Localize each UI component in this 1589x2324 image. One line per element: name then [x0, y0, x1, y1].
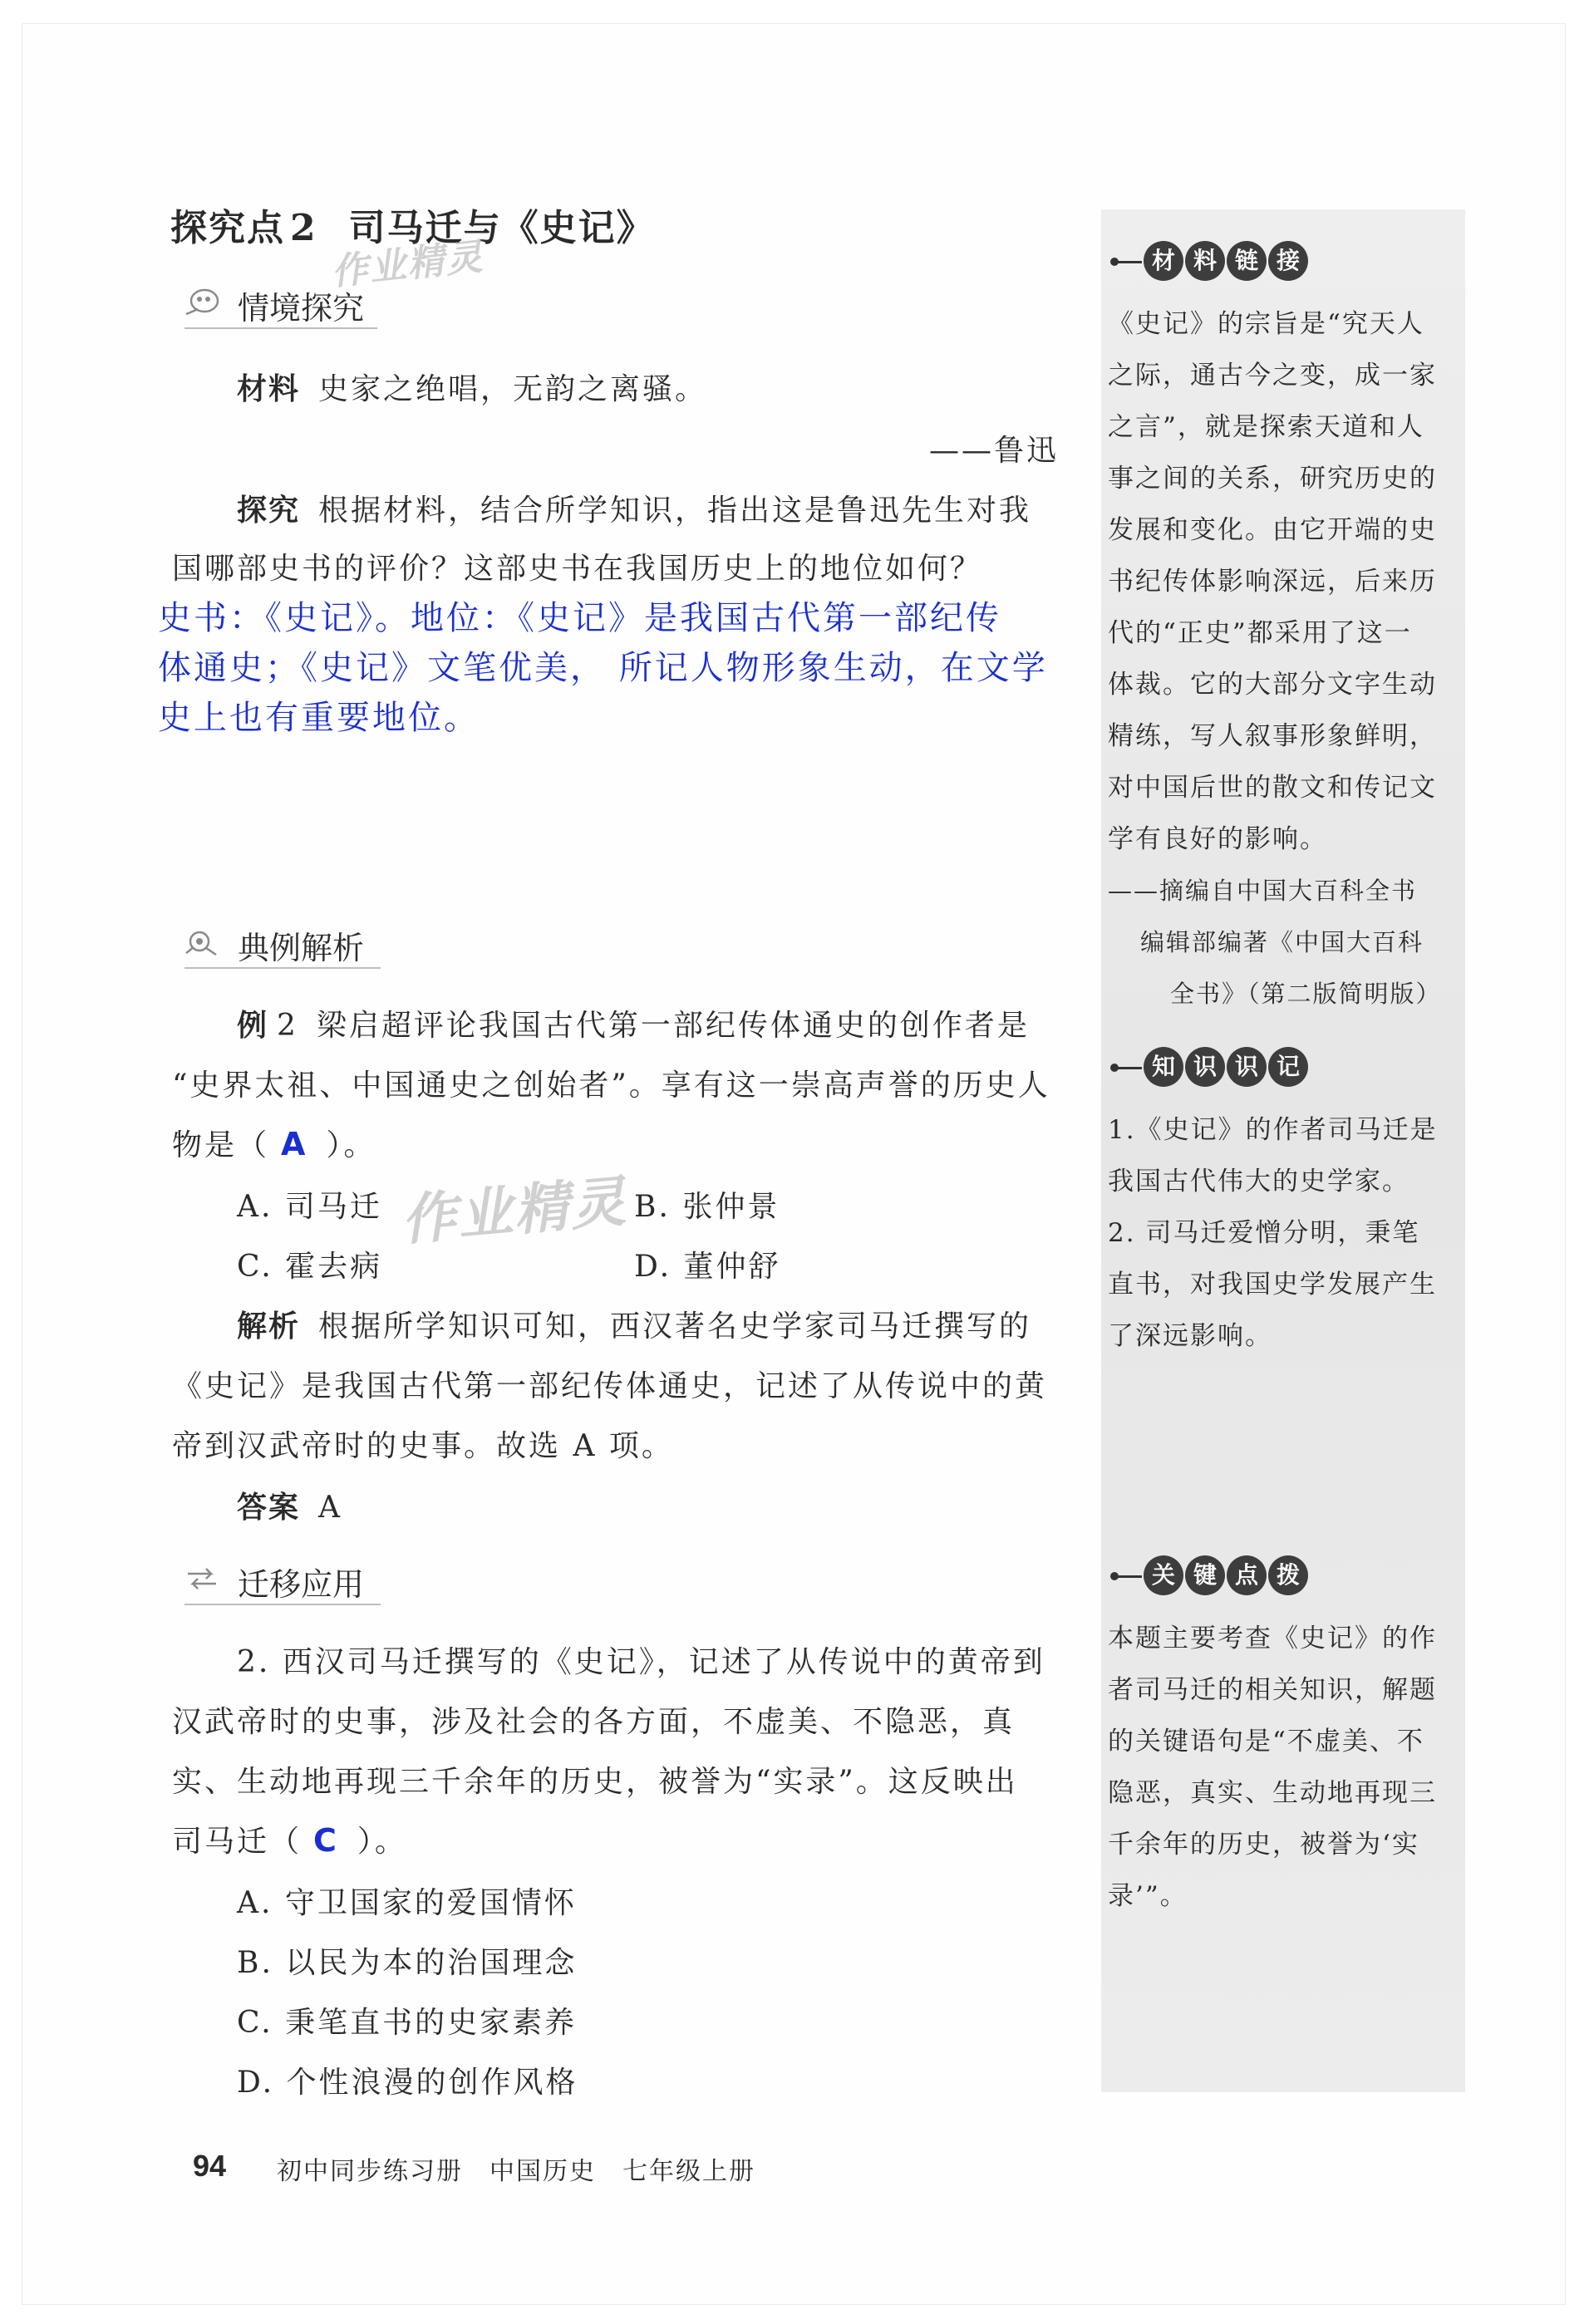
sidebar-line: 了深远影响。	[1108, 1321, 1272, 1351]
material-source: ——鲁迅	[929, 434, 1060, 468]
sidebar-line: 录’”。	[1108, 1881, 1188, 1911]
section-title-text: 司马迁与《史记》	[348, 207, 655, 249]
example-number: 2	[277, 1009, 298, 1043]
question-line-4: 司马迁（ C ）。	[172, 1822, 407, 1859]
option-a: A. 司马迁	[237, 1190, 382, 1224]
heading-underline	[184, 1604, 381, 1605]
example-heading: 典例解析	[238, 930, 365, 966]
sidebar-source: 编辑部编著《中国大百科	[1140, 928, 1424, 956]
explore-label: 探究	[237, 494, 301, 528]
situation-heading: 情境探究	[238, 290, 365, 327]
handwritten-answer-line-3: 史上也有重要地位。	[158, 699, 480, 737]
heading-underline	[184, 327, 377, 329]
sidebar-line: 精练，写人叙事形象鲜明，	[1108, 721, 1437, 751]
answer-label: 答案	[237, 1491, 301, 1525]
book-title: 初中同步练习册 中国历史 七年级上册	[277, 2157, 755, 2186]
analysis-label: 解析	[237, 1309, 301, 1344]
sidebar-line: 发展和变化。由它开端的史	[1108, 515, 1437, 545]
sidebar-line: 隐恶，真实、生动地再现三	[1108, 1778, 1437, 1808]
sidebar-line: 的关键语句是“不虚美、不	[1108, 1727, 1424, 1757]
analysis-line-1: 解析 根据所学知识可知，西汉著名史学家司马迁撰写的	[237, 1309, 1032, 1344]
sidebar-line: 直书，对我国史学发展产生	[1108, 1270, 1437, 1300]
sidebar-line: 者司马迁的相关知识，解题	[1108, 1675, 1437, 1705]
question-line-2: 汉武帝时的史事，涉及社会的各方面，不虚美、不隐恶，真	[172, 1705, 1016, 1739]
material-text: 史家之绝唱，无韵之离骚。	[318, 372, 708, 406]
transfer-option-d: D. 个性浪漫的创作风格	[237, 2066, 578, 2100]
sidebar-line: 本题主要考查《史记》的作	[1108, 1624, 1437, 1653]
explore-line-2: 国哪部史书的评价？这部史书在我国历史上的地位如何？	[172, 552, 983, 586]
material-line	[237, 366, 707, 408]
sidebar-source: 全书》（第二版简明版）	[1170, 980, 1442, 1008]
analysis-line-2: 《史记》是我国古代第一部纪传体通史，记述了从传说中的黄	[172, 1369, 1048, 1403]
sidebar-line: 对中国后世的散文和传记文	[1108, 773, 1437, 803]
knowledge-header: 知 识 识 记	[1114, 1047, 1313, 1090]
sidebar-line: 我国古代伟大的史学家。	[1108, 1167, 1409, 1196]
transfer-option-a: A. 守卫国家的爱国情怀	[237, 1886, 577, 1920]
handwritten-answer-line-2: 体通史；《史记》文笔优美， 所记人物形象生动，在文学	[158, 649, 1048, 687]
sidebar-line: 《史记》的宗旨是“究天人	[1108, 309, 1424, 339]
sidebar-line: 2. 司马迁爱憎分明，秉笔	[1108, 1218, 1420, 1248]
handwritten-choice: C	[313, 1822, 339, 1859]
swap-arrows-icon	[183, 1562, 221, 1595]
heading-underline	[184, 967, 381, 969]
page-number: 94	[193, 2149, 227, 2183]
material-link-header: 材 料 链 接	[1114, 241, 1313, 284]
sidebar-line: 体裁。它的大部分文字生动	[1108, 670, 1437, 700]
example-label: 例	[237, 1009, 269, 1043]
answer-value: A	[318, 1491, 343, 1525]
handwritten-answer-line-1: 史书：《史记》。地位：《史记》是我国古代第一部纪传	[158, 599, 1001, 637]
example-line-1: 例 2 梁启超评论我国古代第一部纪传体通史的创作者是	[237, 1009, 1030, 1043]
sidebar-line: 书纪传体影响深远，后来历	[1108, 567, 1437, 597]
sidebar-source: ——摘编自中国大百科全书	[1108, 877, 1418, 905]
transfer-option-c: C. 秉笔直书的史家素养	[237, 2006, 578, 2040]
sidebar-line: 1.《史记》的作者司马迁是	[1108, 1115, 1438, 1145]
explore-line-1: 探究 根据材料，结合所学知识，指出这是鲁迅先生对我	[237, 494, 1032, 528]
option-d: D. 董仲舒	[634, 1250, 781, 1284]
sidebar-line: 之际，通古今之变，成一家	[1108, 361, 1437, 391]
answer-line	[237, 1484, 342, 1526]
transfer-option-b: B. 以民为本的治国理念	[237, 1946, 578, 1980]
section-number: 2	[290, 207, 317, 249]
handwritten-choice: A	[281, 1126, 308, 1162]
sidebar-line: 代的“正史”都采用了这一	[1108, 618, 1412, 648]
sidebar-line: 学有良好的影响。	[1108, 824, 1327, 854]
section-prefix: 探究点	[170, 207, 285, 249]
option-c: C. 霍去病	[237, 1250, 383, 1284]
example-line-2: “史界太祖、中国通史之创始者”。享有这一崇高声誉的历史人	[172, 1069, 1050, 1103]
example-line-3: 物是（ A ）。	[172, 1126, 376, 1162]
sidebar-line: 事之间的关系，研究历史的	[1108, 464, 1437, 494]
chat-bubble-icon	[183, 286, 221, 319]
analysis-line-3: 帝到汉武帝时的史事。故选 A 项。	[172, 1429, 674, 1463]
material-label: 材料	[237, 372, 301, 406]
key-points-header: 关 键 点 拨	[1114, 1555, 1313, 1599]
sidebar-line: 千余年的历史，被誉为‘实	[1108, 1830, 1419, 1860]
watermark: 作业精灵	[329, 235, 486, 294]
option-b: B. 张仲景	[634, 1190, 780, 1224]
question-line-1: 2. 西汉司马迁撰写的《史记》，记述了从传说中的黄帝到	[237, 1645, 1045, 1679]
magnifier-icon	[183, 925, 221, 958]
question-line-3: 实、生动地再现三千余年的历史，被誉为“实录”。这反映出	[172, 1765, 1018, 1799]
watermark: 作业精灵	[398, 1169, 630, 1253]
transfer-heading: 迁移应用	[238, 1566, 365, 1603]
sidebar-line: 之言”，就是探索天道和人	[1108, 412, 1424, 442]
